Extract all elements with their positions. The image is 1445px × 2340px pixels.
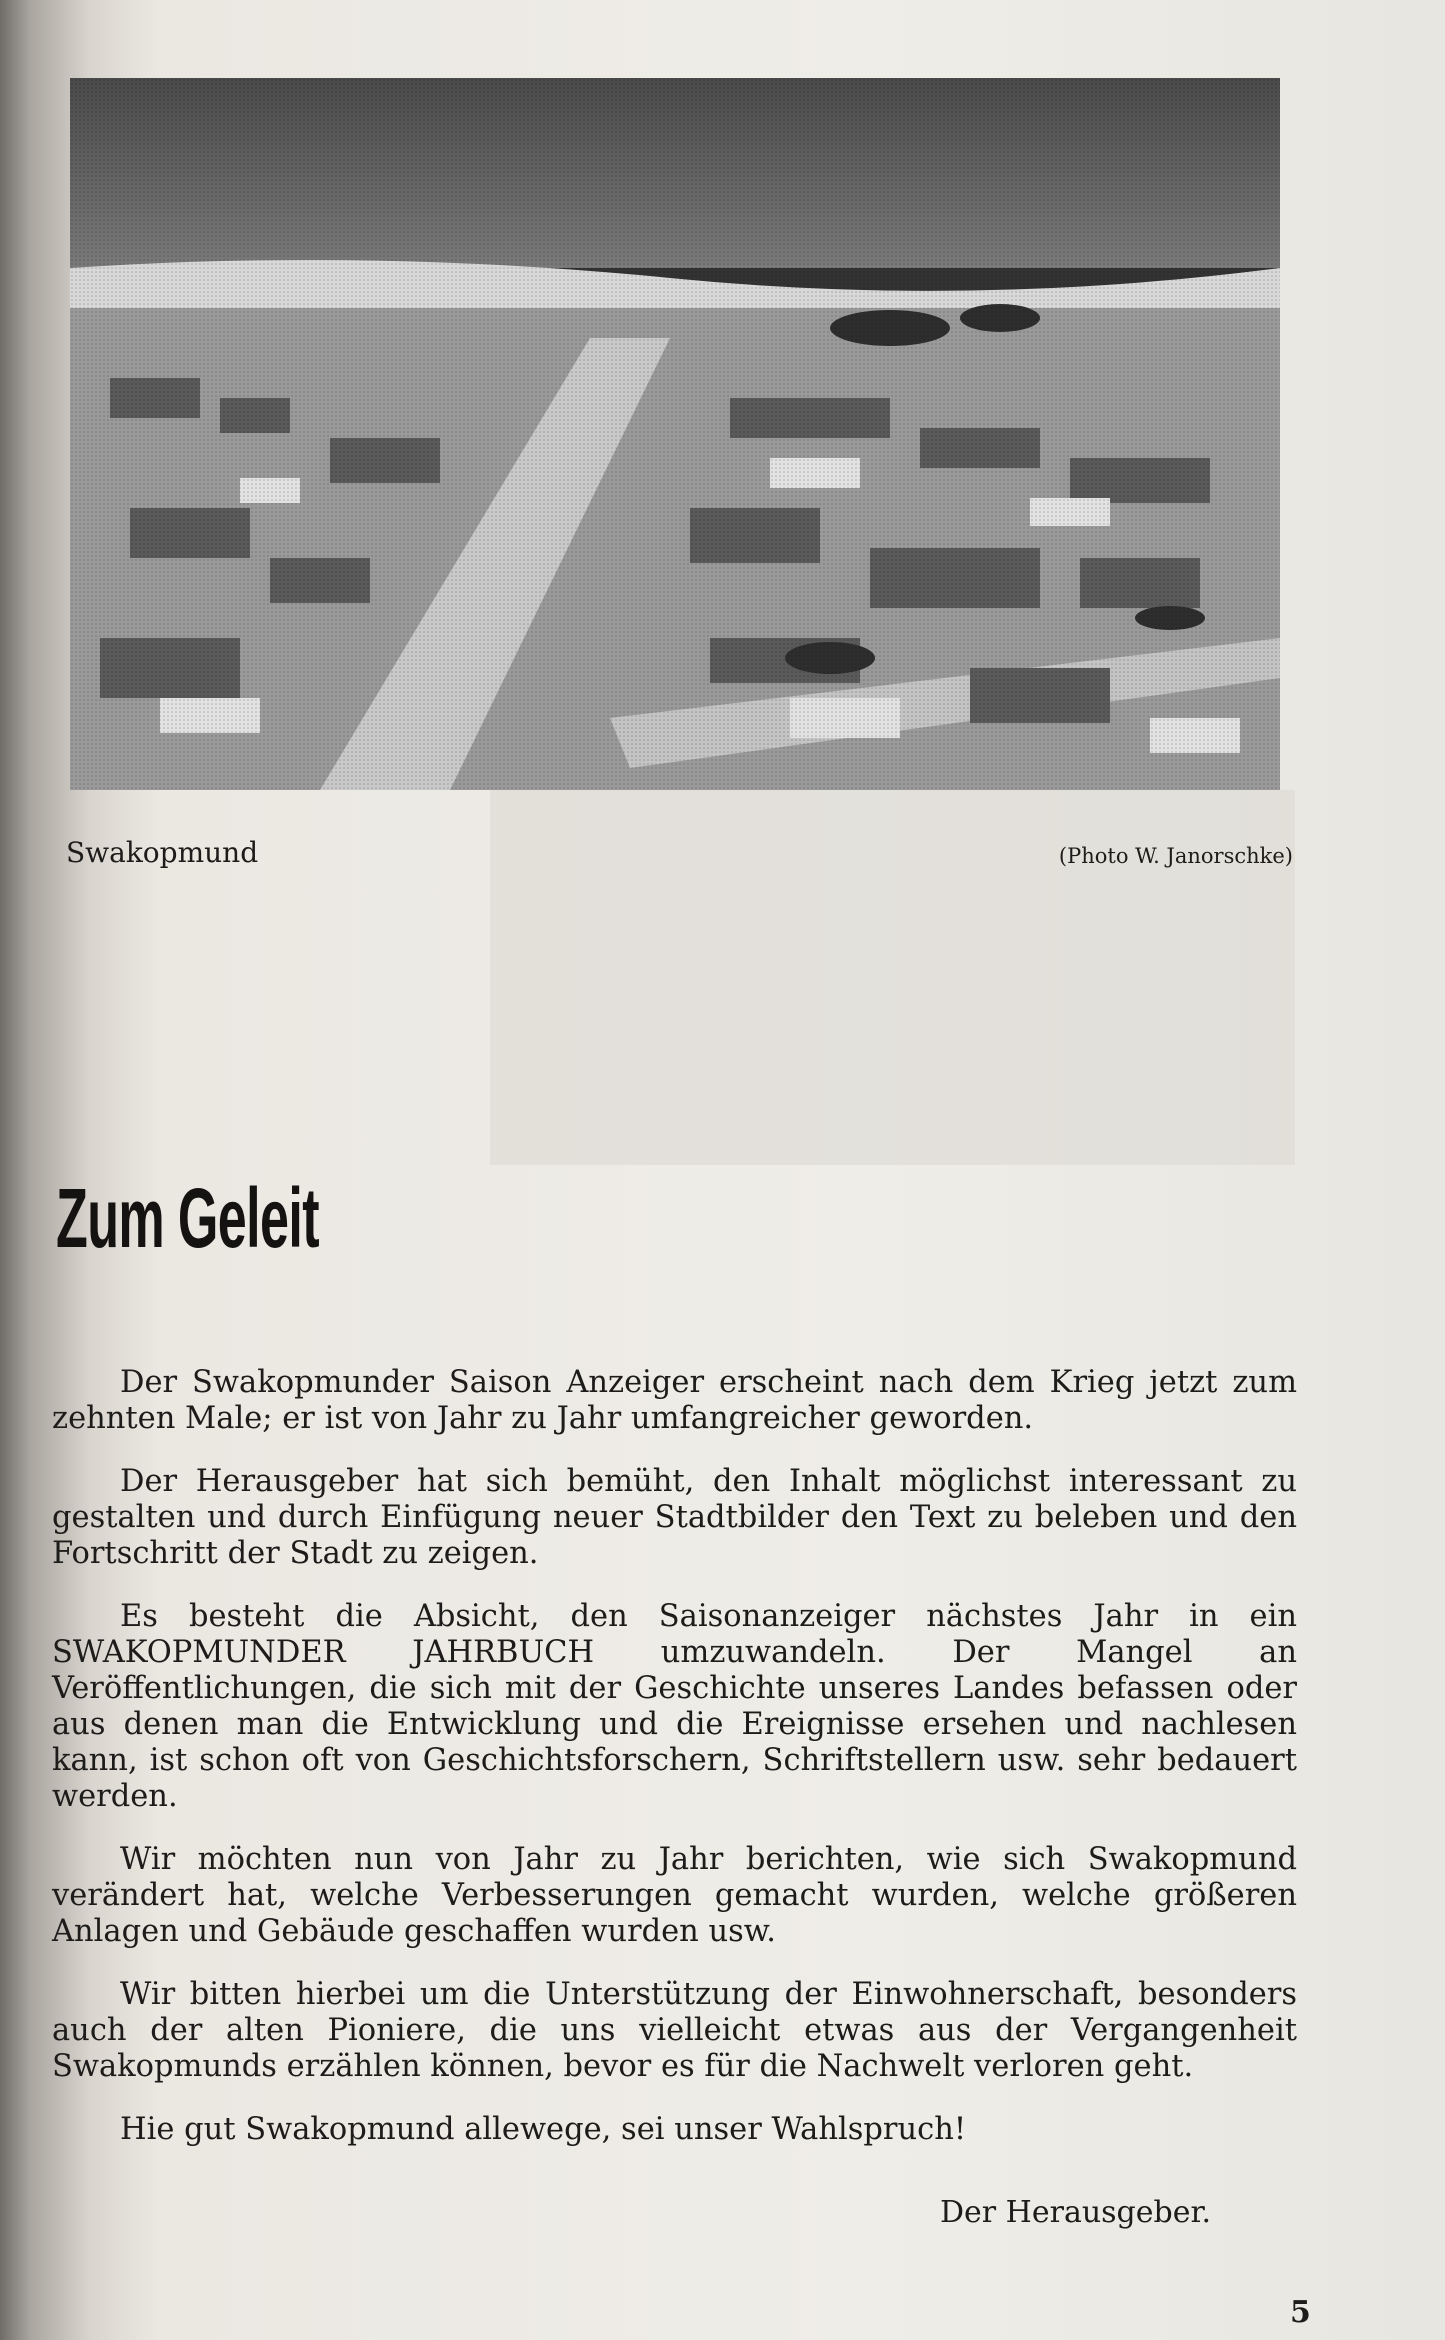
signature: Der Herausgeber. — [940, 2195, 1212, 2230]
paragraph: Hie gut Swakopmund allewege, sei unser Wahlspruch! — [120, 2112, 967, 2147]
paragraph: Wir bitten hierbei um die Unterstützung der Einwohnerschaft, besonders auch der alten Pioniere, die uns vielleicht etwas aus der Vergangenheit Swakopmunds erzählen können, bevor es für die Nachwelt verloren geht. — [52, 1977, 1297, 2084]
photo-credit: (Photo W. Janorschke) — [1058, 844, 1293, 868]
page-number: 5 — [1290, 2295, 1311, 2330]
photo-caption: Swakopmund — [66, 836, 259, 869]
paragraph: Wir möchten nun von Jahr zu Jahr berichten, wie sich Swakopmund verändert hat, welche Verbesserungen gemacht wurden, welche größeren Anlagen und Gebäude geschaffen wurden usw. — [52, 1842, 1297, 1949]
page-title: Zum Geleit — [56, 1171, 319, 1265]
paragraph: Der Herausgeber hat sich bemüht, den Inhalt möglichst interessant zu gestalten und durch Einfügung neuer Stadtbilder den Text zu beleben und den Fortschritt der Stadt zu zeigen. — [52, 1464, 1297, 1571]
paragraph: Es besteht die Absicht, den Saisonanzeiger nächstes Jahr in ein SWAKOPMUNDER JAHRBUCH umzuwandeln. Der Mangel an Veröffentlichungen, die sich mit der Geschichte unseres Landes befassen oder aus denen man die Entwicklung und die Ereignisse ersehen und nachlesen kann, ist schon oft von Geschichtsforschern, Schriftstellern usw. sehr bedauert werden. — [52, 1599, 1297, 1814]
aerial-photo-swakopmund — [70, 78, 1280, 790]
paragraph: Der Swakopmunder Saison Anzeiger erscheint nach dem Krieg jetzt zum zehnten Male; er ist von Jahr zu Jahr umfangreicher geworden. — [52, 1365, 1297, 1436]
article-body — [52, 1365, 1297, 2175]
